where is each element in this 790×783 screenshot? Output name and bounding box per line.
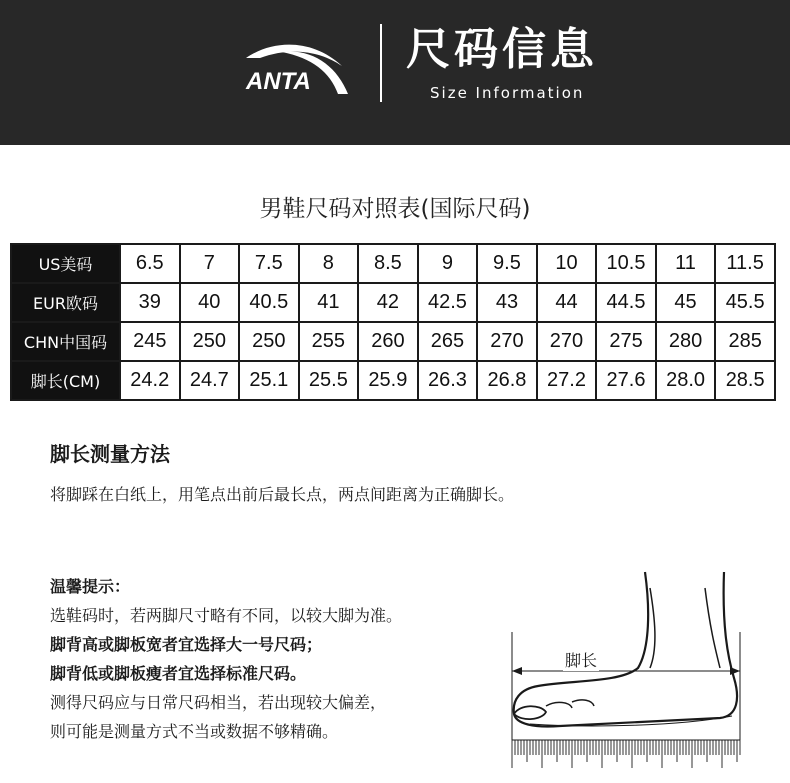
table-cell: 26.8	[477, 361, 537, 400]
tip-line-4: 测得尺码应与日常尺码相当，若出现较大偏差，	[50, 693, 387, 712]
table-cell: 8	[299, 244, 359, 283]
tip-line-5: 则可能是测量方式不当或数据不够精确。	[50, 722, 339, 741]
table-cell: 6.5	[120, 244, 180, 283]
ruler-icon	[512, 740, 740, 768]
table-row	[11, 283, 775, 322]
table-cell: 42.5	[418, 283, 478, 322]
header-banner	[0, 0, 790, 145]
table-cell: 39	[120, 283, 180, 322]
row-header: US美码	[11, 244, 120, 283]
tip-line-2: 脚背高或脚板宽者宜选择大一号尺码；	[50, 635, 323, 654]
table-cell: 275	[596, 322, 656, 361]
row-header: EUR欧码	[11, 283, 120, 322]
table-title: 男鞋尺码对照表(国际尺码)	[259, 196, 531, 222]
header-divider	[380, 24, 382, 102]
table-row	[11, 244, 775, 283]
tip-line-1: 选鞋码时，若两脚尺寸略有不同，以较大脚为准。	[50, 606, 403, 625]
table-cell: 26.3	[418, 361, 478, 400]
page-subtitle: Size Information	[430, 84, 585, 102]
tips-section	[50, 572, 402, 746]
table-cell: 41	[299, 283, 359, 322]
table-cell: 45.5	[715, 283, 775, 322]
row-header: CHN中国码	[11, 322, 120, 361]
table-cell: 25.1	[239, 361, 299, 400]
table-cell: 43	[477, 283, 537, 322]
table-cell: 27.6	[596, 361, 656, 400]
table-cell: 42	[358, 283, 418, 322]
table-cell: 270	[477, 322, 537, 361]
table-cell: 9	[418, 244, 478, 283]
page-title: 尺码信息	[406, 24, 598, 75]
table-cell: 24.7	[180, 361, 240, 400]
table-cell: 7	[180, 244, 240, 283]
table-cell: 250	[180, 322, 240, 361]
brand-name: ANTA	[246, 68, 311, 95]
measure-title: 脚长测量方法	[50, 442, 170, 466]
size-table	[10, 243, 776, 401]
table-cell: 28.0	[656, 361, 716, 400]
table-cell: 44.5	[596, 283, 656, 322]
tips-title: 温馨提示：	[50, 577, 131, 596]
table-cell: 44	[537, 283, 597, 322]
table-cell: 40	[180, 283, 240, 322]
table-cell: 9.5	[477, 244, 537, 283]
table-cell: 260	[358, 322, 418, 361]
table-cell: 10	[537, 244, 597, 283]
foot-measure-diagram	[500, 568, 750, 783]
table-cell: 11.5	[715, 244, 775, 283]
table-cell: 285	[715, 322, 775, 361]
table-cell: 250	[239, 322, 299, 361]
measure-description: 将脚踩在白纸上，用笔点出前后最长点，两点间距离为正确脚长。	[50, 485, 515, 504]
table-cell: 28.5	[715, 361, 775, 400]
table-cell: 8.5	[358, 244, 418, 283]
table-row	[11, 361, 775, 400]
table-cell: 280	[656, 322, 716, 361]
table-cell: 11	[656, 244, 716, 283]
table-cell: 45	[656, 283, 716, 322]
row-header: 脚长(CM)	[11, 361, 120, 400]
table-cell: 27.2	[537, 361, 597, 400]
foot-outline-icon	[514, 572, 737, 727]
table-cell: 245	[120, 322, 180, 361]
table-cell: 255	[299, 322, 359, 361]
table-cell: 7.5	[239, 244, 299, 283]
table-cell: 25.9	[358, 361, 418, 400]
table-cell: 24.2	[120, 361, 180, 400]
foot-length-label: 脚长	[563, 648, 599, 671]
tip-line-3: 脚背低或脚板瘦者宜选择标准尺码。	[50, 664, 307, 683]
table-row	[11, 322, 775, 361]
table-cell: 40.5	[239, 283, 299, 322]
table-cell: 265	[418, 322, 478, 361]
table-cell: 270	[537, 322, 597, 361]
table-cell: 10.5	[596, 244, 656, 283]
table-cell: 25.5	[299, 361, 359, 400]
